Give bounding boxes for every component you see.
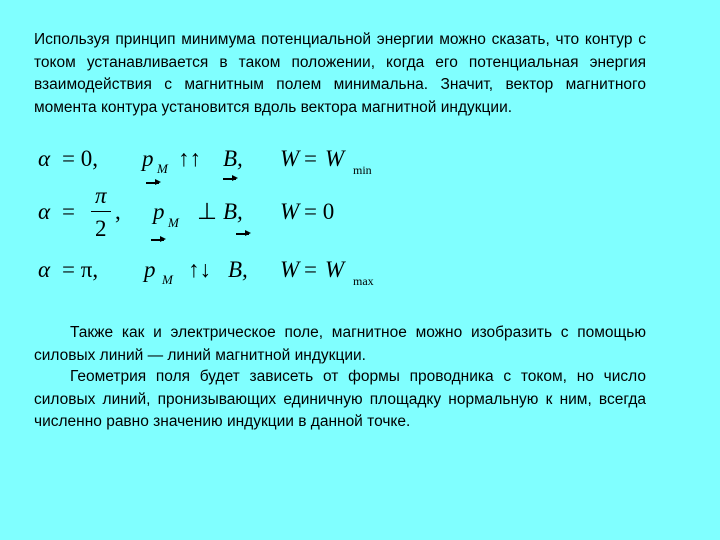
row3-alpha-value: = π, xyxy=(62,257,99,282)
row3-p: p xyxy=(144,257,156,282)
row1-B-vector-arrow xyxy=(223,178,236,180)
row1-W-right: W xyxy=(325,146,345,171)
field-lines-paragraph: Также как и электрическое поле, магнитное можно изобразить с помощью силовых линий — линий магнитной индукции. xyxy=(34,324,646,364)
row1-p-vector-arrow xyxy=(146,182,159,184)
row3-B: B, xyxy=(228,257,248,282)
row3-alpha: α xyxy=(38,257,51,282)
row2-p-vector-arrow xyxy=(151,239,164,241)
row3-W-right: W xyxy=(325,257,345,282)
row1-equals: = xyxy=(304,146,317,171)
row2-perpendicular-relation: ⊥ xyxy=(197,199,218,224)
row2-W-value: = 0 xyxy=(304,199,335,224)
row2-p: p xyxy=(153,199,165,224)
row1-p-subscript: M xyxy=(157,161,168,176)
row1-alpha: α xyxy=(38,146,51,171)
row1-alpha-value: = 0, xyxy=(62,146,98,171)
row1-W-subscript: min xyxy=(353,163,372,177)
row2-equals: = xyxy=(62,199,75,224)
intro-paragraph: Используя принцип минимума потенциальной энергии можно сказать, что контур с током устанавливается в таком положении, когда его потенциальная энергия взаимодействия с магнитным полем минимальна. Значит, вектор магнитного момента контура установится вдоль вектора магнитной индукции. xyxy=(34,31,646,116)
row2-fraction-denominator: 2 xyxy=(95,216,107,241)
geometry-paragraph: Геометрия поля будет зависеть от формы проводника с током, но число силовых линий, пронизывающих единичную площадку нормальную к ним, всегда численно равно значению индукции в данной точке. xyxy=(34,368,646,430)
row1-p: p xyxy=(142,146,154,171)
row1-parallel-relation: ↑↑ xyxy=(178,146,201,171)
row2-W: W xyxy=(280,199,300,224)
row3-W-subscript: max xyxy=(353,274,374,288)
row3-antiparallel-relation: ↑↓ xyxy=(188,257,211,282)
row2-fraction-bar xyxy=(91,211,111,212)
row1-W: W xyxy=(280,146,300,171)
row1-B: B, xyxy=(223,146,243,171)
row2-alpha: α xyxy=(38,199,51,224)
row2-p-subscript: M xyxy=(168,215,179,230)
row3-equals: = xyxy=(304,257,317,282)
row2-B: B, xyxy=(223,199,243,224)
row2-comma: , xyxy=(115,199,121,224)
row3-p-subscript: M xyxy=(162,272,173,287)
row2-B-vector-arrow xyxy=(236,233,249,235)
row3-W: W xyxy=(280,257,300,282)
row2-fraction-numerator: π xyxy=(95,183,107,208)
